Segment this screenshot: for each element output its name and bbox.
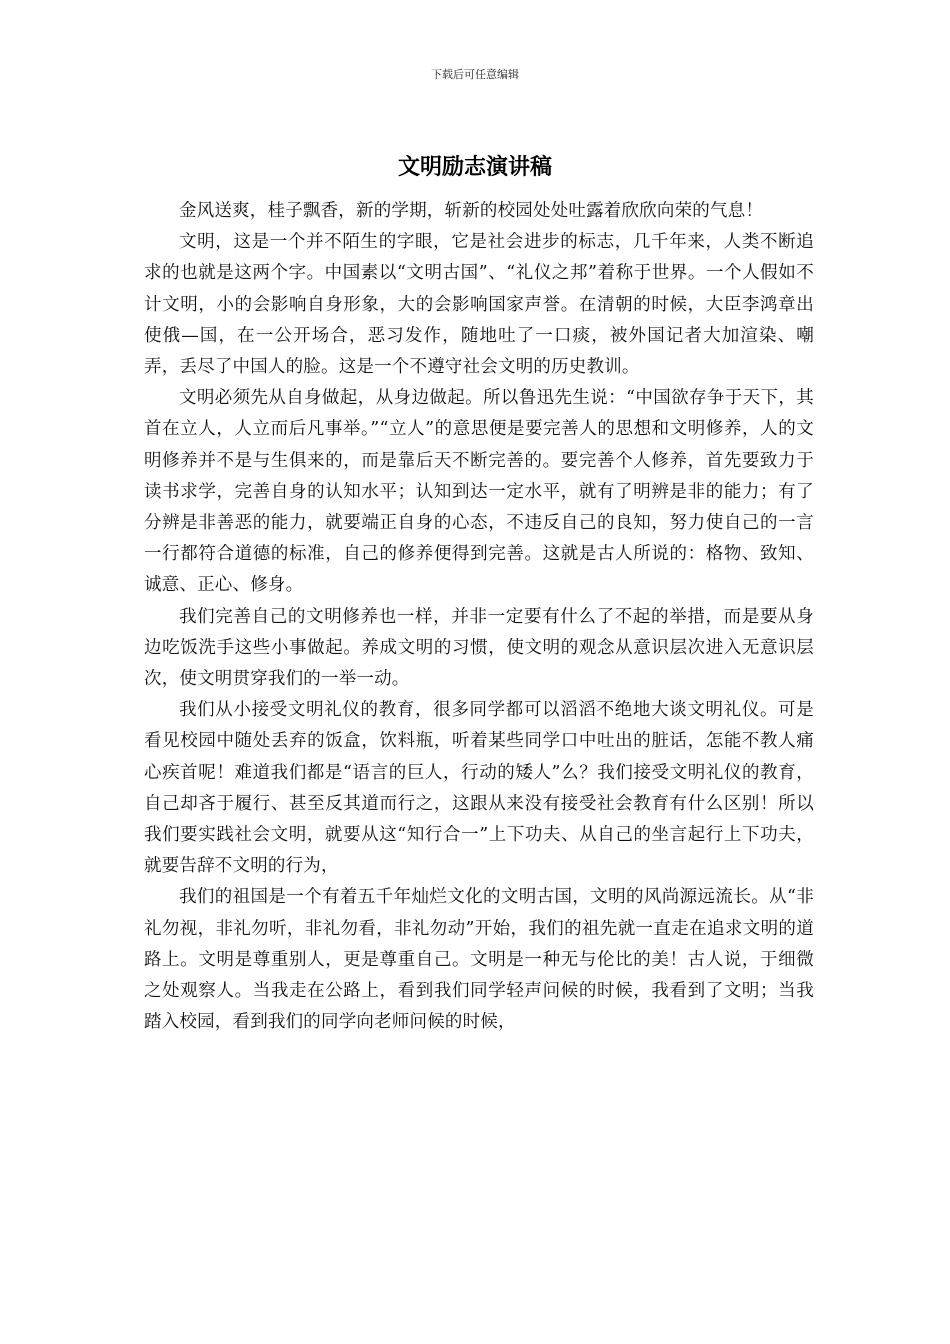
paragraph-6: 我们的祖国是一个有着五千年灿烂文化的文明古国，文明的风尚源远流长。从“非礼勿视，非礼勿听，非礼勿看，非礼勿动”开始，我们的祖先就一直走在追求文明的道路上。文明是尊重别人，更是尊重自己。文明是一种无与伦比的美！古人说，于细微之处观察人。当我走在公路上，看到我们同学轻声问候的时候，我看到了文明；当我踏入校园，看到我们的同学向老师问候的时候， bbox=[144, 887, 814, 1033]
header-note: 下载后可任意编辑 bbox=[431, 68, 519, 81]
paragraph-1: 金风送爽，桂子飘香，新的学期，斩新的校园处处吐露着欣欣向荣的气息！ bbox=[179, 201, 764, 221]
paragraph-3: 文明必须先从自身做起，从身边做起。所以鲁迅先生说：“中国欲存争于天下，其首在立人，人立而后凡事举。”“立人”的意思便是要完善人的思想和文明修养，人的文明修养并不是与生俱来的，而是靠后天不断完善的。要完善个人修养，首先要致力于读书求学，完善自身的认知水平；认知到达一定水平，就有了明辨是非的能力；有了分辨是非善恶的能力，就要端正自身的心态，不违反自己的良知，努力使自己的一言一行都符合道德的标准，自己的修养便得到完善。这就是古人所说的：格物、致知、诚意、正心、修身。 bbox=[144, 388, 814, 596]
paragraph-2: 文明，这是一个并不陌生的字眼，它是社会进步的标志，几千年来，人类不断追求的也就是这两个字。中国素以“文明古国”、“礼仪之邦”着称于世界。一个人假如不计文明，小的会影响自身形象，大的会影响国家声誉。在清朝的时候，大臣李鸿章出使俄—国，在一公开场合，恶习发作，随地吐了一口痰，被外国记者大加渲染、嘲弄，丢尽了中国人的脸。这是一个不遵守社会文明的历史教训。 bbox=[144, 232, 814, 378]
paragraph-4: 我们完善自己的文明修养也一样，并非一定要有什么了不起的举措，而是要从身边吃饭洗手这些小事做起。养成文明的习惯，使文明的观念从意识层次进入无意识层次，使文明贯穿我们的一举一动。 bbox=[144, 606, 814, 690]
paragraph-5: 我们从小接受文明礼仪的教育，很多同学都可以滔滔不绝地大谈文明礼仪。可是看见校园中随处丢弃的饭盒，饮料瓶，听着某些同学口中吐出的脏话，怎能不教人痛心疾首呢！难道我们都是“语言的巨人，行动的矮人”么？我们接受文明礼仪的教育，自己却吝于履行、甚至反其道而行之，这跟从来没有接受社会教育有什么区别！所以我们要实践社会文明，就要从这“知行合一”上下功夫、从自己的坐言起行上下功夫，就要告辞不文明的行为， bbox=[144, 700, 814, 877]
document-title: 文明励志演讲稿 bbox=[397, 154, 552, 180]
document-body bbox=[144, 196, 814, 1038]
